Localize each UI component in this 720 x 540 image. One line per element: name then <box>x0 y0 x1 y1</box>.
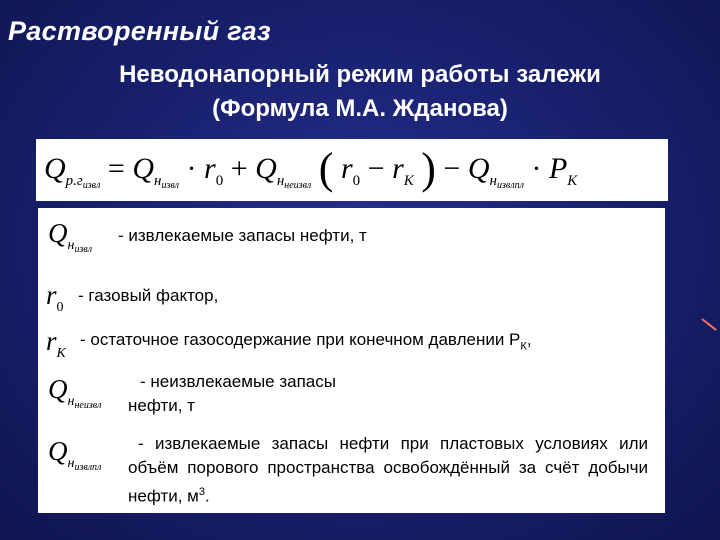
r0-symbol: $r_0$ <box>204 152 224 189</box>
rk-symbol: $r_K$ <box>392 152 414 189</box>
minus-sign: − <box>367 152 385 185</box>
def-4-symbol: $Q_{н_{неизвл}}$ <box>48 374 102 411</box>
q-nonextractable-symbol: $Q_{н_{неизвл}}$ <box>255 152 312 191</box>
def-3-text: - остаточное газосодержание при конечном давлении $Р_К$, <box>80 330 532 353</box>
slide-heading: Растворенный газ <box>8 16 272 46</box>
zhdanov-formula <box>44 143 577 194</box>
multiply-dot: · <box>186 152 197 185</box>
left-paren: ( <box>318 144 334 193</box>
r0-symbol-2: $r_0$ <box>340 152 361 189</box>
q-extractable-symbol: $Q_{н_{извл}}$ <box>132 152 180 191</box>
def-2-symbol: $r_0$ <box>46 280 64 315</box>
lhs-symbol: $Q_{р.г_{извл}}$ <box>44 152 101 191</box>
subtitle-line-1: Неводонапорный режим работы залежи <box>119 61 601 88</box>
multiply-dot-2: · <box>531 152 542 185</box>
plus-sign: + <box>230 152 248 185</box>
def-5-text: - извлекаемые запасы нефти при пластовых условиях или объём порового пространства освобождённый за счёт добычи нефти, $м^3$. <box>128 434 648 506</box>
subtitle-line-2: (Формула М.А. Жданова) <box>212 95 508 122</box>
def-1-text: - извлекаемые запасы нефти, т <box>118 226 367 245</box>
minus-sign-2: − <box>443 152 461 185</box>
slide-subtitle <box>30 58 690 126</box>
formula-panel <box>36 139 668 201</box>
def-3-symbol: $r_K$ <box>46 326 66 361</box>
right-paren: ) <box>421 144 436 193</box>
definitions-panel <box>38 208 665 513</box>
decorative-line <box>701 318 716 331</box>
def-5-symbol: $Q_{н_{извлпл}}$ <box>48 436 102 473</box>
def-4-text: - неизвлекаемые запасы нефти, т <box>128 372 336 415</box>
def-1-symbol: $Q_{н_{извл}}$ <box>48 218 93 255</box>
def-2-text: - газовый фактор, <box>78 286 219 305</box>
equals-sign: = <box>107 152 125 185</box>
q-reservoir-symbol: $Q_{н_{извлпл}}$ <box>467 152 524 191</box>
pk-symbol: $P_K$ <box>548 152 578 189</box>
